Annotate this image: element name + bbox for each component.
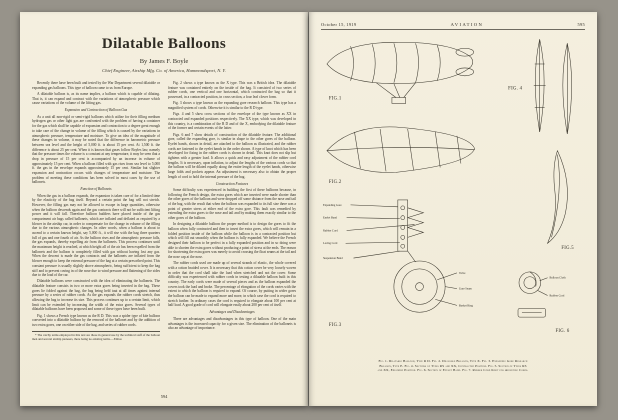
journal-title: AVIATION xyxy=(450,22,484,27)
article-body xyxy=(32,81,296,381)
fig3-callout-basket-ring: Basket Ring xyxy=(458,303,473,308)
fig3-construction-detail-drawing xyxy=(323,200,473,328)
figures-caption xyxy=(321,359,585,373)
body-paragraph: Figs. 6 and 7 show details of construction of the dilatable feature. The additional gore, called the expanding gore, is similar in shape to the other gores of the balloon. Eyelet bands, shown in detail, are attached to the balloon as illustrated, and the rubber cords are fastened to the eyelet bands in the order shown. A type of knot which has been developed for fixing in the rubber cords is shown in detail. This knot does not slip but tightens with a greater load. It allows a quick and easy adjustment of the rubber cord lengths. It is necessary, upon inflation, to adjust the lengths of the various cords so that the balloon will be dilated equally along the entire length of the eyelet bands, otherwise large folds and pockets appear. An adjustment is necessary also to obtain the proper length of cord to hold the internal pressure of the bag. xyxy=(168,132,296,179)
fig6-callout-rubber-cord: Rubber Cord xyxy=(549,293,565,298)
fig5-expanded-section-drawing xyxy=(548,151,575,252)
body-paragraph: Dilatable balloons were constructed with the idea of eliminating the ballonets. The dilatable feature consists in two or more extra gores being inserted in the bag. These gores lie folded against the bag, the bag being held taut at all times against internal pressure by a series of rubber cords. As the gas expands the rubber cords stretch, thus allowing the bag to increase its size. This process continues up to a certain limit, which limit can be extended by increasing the width of the extra gores. Several types of dilatable balloons have been proposed and some of these types have been built. xyxy=(32,279,160,312)
article-footnote: * The catchy terms employed in this text are those in general use by the technical staff of the balloon men and several airship pioneers, there being no existing terms.—Editor. xyxy=(32,331,160,342)
section-subhead: Expansion and Contraction of Balloon Gas xyxy=(64,108,128,113)
body-column-2 xyxy=(168,81,296,381)
right-page-number: 595 xyxy=(577,22,585,27)
body-paragraph: Fig. 2 shows a type known as the X type. This was a British idea. The dilatable feature was contained entirely on the inside of the bag. It consisted of two series of rubber cords, one vertical and one horizontal, which contracted the bag so that it possessed, in a contracted position, in cross section, a four leaf clover form. xyxy=(168,81,296,100)
fig3-callout-valve: Valve xyxy=(458,270,466,275)
fig1-dilatable-balloon-drawing xyxy=(327,42,474,103)
body-paragraph: As a unit all non-rigid or semi-rigid balloons which utilize for their filling medium hydrogen gas or other light gas are confronted with the problem of having a container for the gas which shall be capable of expansion and contraction to a degree great enough to take care of the change in volume of the filling which is caused by the variations in atmospheric pressure, temperature and moisture. To give an idea of the magnitude of these changes in volume, it may be noted that the difference in barometric pressure between sea level and the height of 5,000 ft. is about 15 per cent. At 1,500 ft. the difference is about 25 per cent. When it is known that gases follow Boyles law, namely that the pressure times the volume is a constant at any temperature, it may be seen that a drop in pressure of 15 per cent is accompanied by an increase in volume of approximately 15 per cent. When a balloon filled with gas rises from sea level to 5,000 ft. the gas in the envelope expands approximately 15 per cent. Similar but slighter expansion and contraction occurs with changes of temperature and moisture. The problem of meeting these conditions has been solved in most cases by the use of ballonets. xyxy=(32,114,160,185)
caption-line: Balloon, Type E. Fig. 4. Sections of Types RS and XX, Contracted Position. Fig. 5. Section of Types RS xyxy=(379,363,527,368)
body-paragraph: The rubber cords used are made up of several strands of elastic, the whole covered with a cotton braided cover. It is necessary that this cotton cover be very loosely woven in order that the cord shall take the load when stretched and not the cover. Some difficulty was experienced with rubber cords in testing a dilatable balloon built in this country. The early cords were made of several pieces and as the balloon expanded the covers took the load and broke. The percentage of elongation of the cords varies with the extent to which the balloon is required to expand. Of course, by putting in wider gores the balloon can be made to expand more and more, in which case the cord is required to stretch further. In ordinary cases the cord is required to elongate about 100 per cent at half load. A good grade of cord will elongate easily about 200 per cent of itself. xyxy=(168,261,296,308)
section-subhead: Function of Ballonets xyxy=(80,187,112,192)
section-subhead: Construction Features xyxy=(215,181,249,186)
fig6-callout-balloon-cloth: Balloon Cloth xyxy=(549,275,566,280)
figures-plate xyxy=(321,34,585,356)
body-paragraph: There are advantages and disadvantages in this type of balloon. One of the main advantages is the increased capacity for a given size. The elimination of the ballonets is also an advantage of importance. xyxy=(168,316,296,331)
fig3-callout-eyelet-band: Eyelet Band xyxy=(322,215,337,220)
fig3-label: FIG.3 xyxy=(328,323,342,329)
left-page-number: 594 xyxy=(160,394,168,399)
fig3-callout-rubber-cord: Rubber Cord xyxy=(322,228,338,233)
fig6-label: FIG. 6 xyxy=(555,328,570,334)
caption-line: and XX, Expanded Position. Fig. 6. Section of Eyelet Band. Fig. 7. Rubber Cord Knot for Adjusting Cords. xyxy=(377,368,529,373)
author-affiliation: Chief Engineer, Airship Mfg. Co. of America, Hammondsport, N. Y. xyxy=(102,68,226,73)
left-page xyxy=(20,12,308,406)
article-byline: By James F. Boyle xyxy=(139,58,189,65)
body-paragraph: Recently there have been built and tested by the War Department several dilatable or expanding gas balloons. This type of balloon came to us from Europe. xyxy=(32,81,160,90)
fig3-callout-suspension-band: Suspension Band xyxy=(322,256,343,261)
issue-date: October 15, 1919 xyxy=(321,22,357,27)
body-paragraph: When the gas in a balloon expands, the expansion is taken care of for a limited time by the elasticity of the bag itself. Beyond a certain point the bag will not stretch. However, the filling gas may not be allowed to escape in large quantities, otherwise when the balloon descends again and the gas contracts there will not be sufficient lifting power and it will fall. Therefore balloon builders have placed inside of the gas compartment air bags called ballonets, which are inflated and deflated as required by a blower in the airship car, in order to compensate for the change in volume of the filling due to the various atmospheric changes. In other words, when a balloon is about to ascend to a certain known height, say 5,000 ft., it will rise with the bag three quarters full of gas and one fourth of air. As the balloon rises and the atmospheric pressure falls, the gas expands, thereby expelling air from the ballonets. This process continues until the maximum height is reached, at which height all of the air has been expelled from the ballonets and the balloon is completely filled with gas without having lost any gas. When the descent is made the gas contracts and the ballonets are inflated from the blower enough to keep the external pressure of the bag at a certain prescribed point. This constant pressure is usually slightly above atmospheric, being sufficient to keep the bag stiff and to prevent caving in of the nose due to wind pressure and flattening of the sides due to the load of the car. xyxy=(32,193,160,278)
fig6-eyelet-detail-drawing xyxy=(518,272,570,334)
fig4-label: FIG. 4 xyxy=(508,86,523,92)
fig5-label: FIG.5 xyxy=(561,246,574,252)
body-paragraph: A dilatable balloon is, as its name implies, a balloon which is capable of dilating. That is, it can expand and contract with the variations of atmospheric pressure which cause variations of the volume of the lifting gas. xyxy=(32,91,160,106)
body-paragraph: Fig. 1 shows a French type known as the R D. This was a spider type of kite balloon converted into a dilatable balloon by the removal of the ballonet and by the addition of two extra gores, one on either side of the bag, and series of rubber cords. xyxy=(32,313,160,328)
body-paragraph: Some difficulty was experienced in building the first of these balloons because, in following the French design, the extra gores which are inserted were made shorter than the other gores of the balloon and were dropped off some distance from the nose and tail of the bag, with the result that when the balloon was expanded to its full size there was a point of greater stress at either end of the extra gore. This fault was remedied by extending the extra gores to the nose and tail and by making them exactly similar to the other gores of the balloon. xyxy=(168,188,296,221)
fig3-callout-gore-seam: Gore Seam xyxy=(458,286,472,291)
fig3-callout-expanding-gore: Expanding Gore xyxy=(322,202,342,207)
section-subhead: Advantages and Disadvantages xyxy=(209,310,255,315)
fig1-label: FIG.1 xyxy=(328,96,342,102)
fig4-contracted-sections-drawing xyxy=(508,39,572,134)
caption-line: Fig. 1. Dilatable Balloon, Type R D. Fig. 2. Dilatable Balloon, Type X. Fig. 3. Expanding Gore Research xyxy=(378,359,528,363)
right-page xyxy=(309,12,597,406)
article-title: Dilatable Balloons xyxy=(101,36,227,52)
body-column-1 xyxy=(32,81,160,381)
fig2-label: FIG.2 xyxy=(328,180,342,186)
body-paragraph: In designing a dilatable balloon the proper method is to design the gores to fit the balloon when fully contracted and then to insert the extra gores, which will remain in a folded position inside of the balloon while the balloon is in a contracted position but which will fill out smoothly when the balloon is fully expanded. We believe the French designed their balloon to be perfect in a fully expanded position and in so doing were able to shorten the extra gores without producing a point of stress at the ends. The reason for shortening the extra gores was merely to avoid crossing the float seams at the tail and the nose cap at the nose. xyxy=(168,222,296,260)
body-paragraph: Figs. 4 and 5 show cross sections of the envelope of the type known as XX in contracted and expanded positions respectively. The XX type, which was developed in this country, is a combination of the R D and of the X, embodying the dilatable feature of the former and certain events of the latter. xyxy=(168,112,296,131)
balloon-figures-drawing xyxy=(321,34,585,356)
journal-header xyxy=(321,22,585,30)
fig3-callout-lacing-cord: Lacing Cord xyxy=(322,241,338,246)
body-paragraph: Fig. 3 shows a type known as the expanding gore research balloon. This type has a magnified system of cords. Otherwise it is similar to the R D type. xyxy=(168,101,296,110)
fig2-envelope-drawing xyxy=(327,127,475,185)
